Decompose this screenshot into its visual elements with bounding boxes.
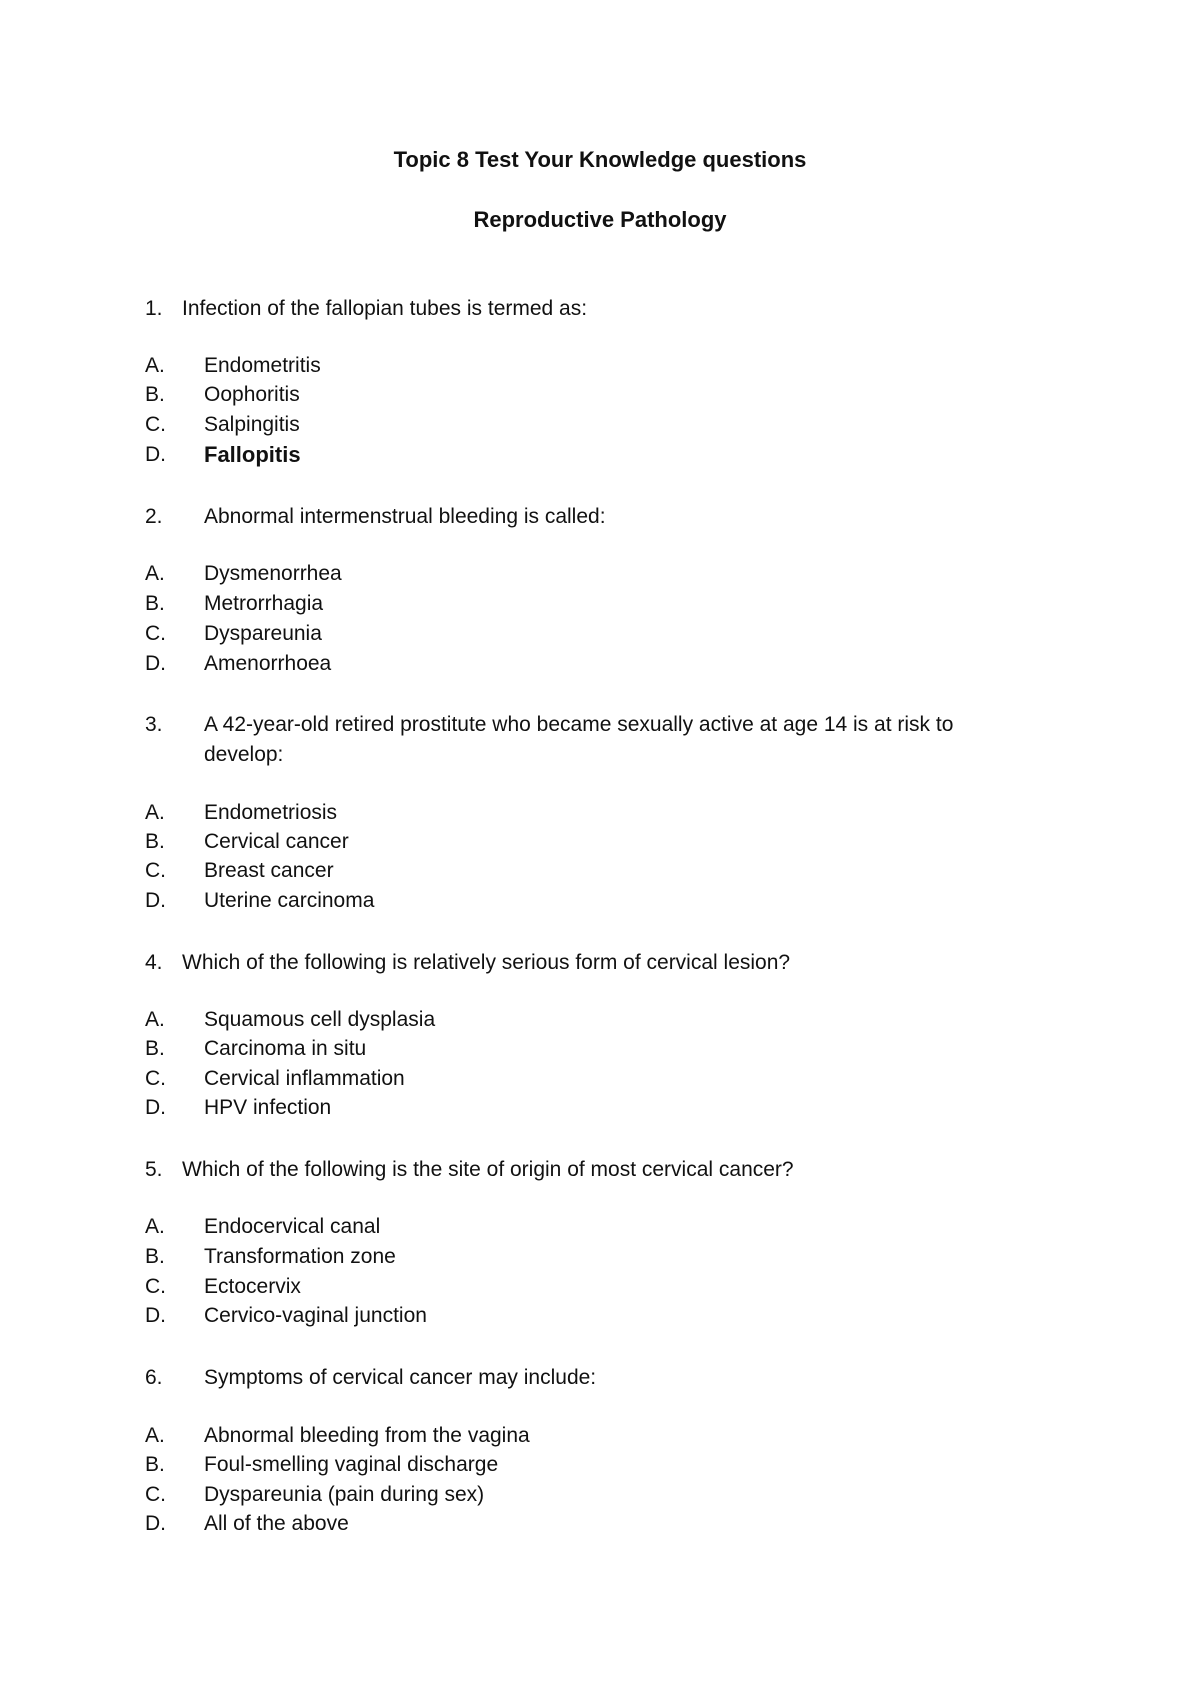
answer-option (145, 650, 1045, 678)
option-letter: D. (145, 1304, 166, 1327)
option-letter: A. (145, 1424, 165, 1447)
answer-option (145, 352, 1045, 380)
answer-option (145, 1006, 1045, 1034)
answer-option (145, 1065, 1045, 1093)
question-text: Symptoms of cervical cancer may include: (204, 1366, 597, 1389)
answer-option (145, 1422, 1045, 1450)
option-letter: A. (145, 801, 165, 824)
answer-option (145, 560, 1045, 588)
option-text: Carcinoma in situ (204, 1037, 367, 1060)
document-subtitle: Reproductive Pathology (473, 207, 727, 232)
option-letter: C. (145, 859, 166, 882)
option-text: Dysmenorrhea (204, 562, 342, 585)
option-letter: A. (145, 354, 165, 377)
option-letter: A. (145, 562, 165, 585)
question-text: Which of the following is the site of origin of most cervical cancer? (182, 1158, 794, 1181)
answer-option (145, 620, 1045, 648)
option-letter: C. (145, 1067, 166, 1090)
option-text: Amenorrhoea (204, 652, 332, 675)
option-text: Oophoritis (204, 383, 300, 406)
answer-option (145, 828, 1045, 856)
question-number: 3. (145, 713, 163, 736)
option-text: Ectocervix (204, 1275, 301, 1298)
option-text: HPV infection (204, 1096, 332, 1119)
option-text: Endometriosis (204, 801, 338, 824)
option-letter: A. (145, 1008, 165, 1031)
option-letter: B. (145, 383, 165, 406)
question-number: 4. (145, 951, 163, 974)
question-number: 5. (145, 1158, 163, 1181)
question-number: 6. (145, 1366, 163, 1389)
option-text: Cervico-vaginal junction (204, 1304, 427, 1327)
option-letter: C. (145, 622, 166, 645)
option-letter: B. (145, 830, 165, 853)
option-text: Cervical inflammation (204, 1067, 405, 1090)
answer-option (145, 590, 1045, 618)
option-text: Endocervical canal (204, 1215, 381, 1238)
option-text: Breast cancer (204, 859, 334, 882)
answer-option (145, 1035, 1045, 1063)
option-text: Dyspareunia (pain during sex) (204, 1483, 485, 1506)
option-text: Foul-smelling vaginal discharge (204, 1453, 499, 1476)
question-text-line-1: A 42-year-old retired prostitute who became sexually active at age 14 is at risk to (204, 713, 954, 736)
option-letter: B. (145, 1037, 165, 1060)
option-letter: B. (145, 592, 165, 615)
answer-option (145, 411, 1045, 439)
option-text: Salpingitis (204, 413, 300, 436)
option-text: Uterine carcinoma (204, 889, 375, 912)
answer-option (145, 1243, 1045, 1271)
question-number: 2. (145, 505, 163, 528)
answer-option (145, 887, 1045, 915)
answer-option (145, 1481, 1045, 1509)
option-letter: C. (145, 413, 166, 436)
document-title: Topic 8 Test Your Knowledge questions (393, 147, 807, 172)
option-text: Endometritis (204, 354, 321, 377)
option-letter: D. (145, 1096, 166, 1119)
answer-option (145, 441, 1045, 469)
option-letter: B. (145, 1453, 165, 1476)
question-text: Abnormal intermenstrual bleeding is called: (204, 505, 606, 528)
answer-option (145, 1451, 1045, 1479)
option-text: Squamous cell dysplasia (204, 1008, 436, 1031)
option-text: All of the above (204, 1512, 349, 1535)
answer-option (145, 1213, 1045, 1241)
answer-option (145, 1510, 1045, 1538)
answer-option (145, 1302, 1045, 1330)
question-text-line-2: develop: (204, 743, 284, 766)
question-3 (0, 710, 1200, 770)
option-letter: A. (145, 1215, 165, 1238)
option-letter: C. (145, 1483, 166, 1506)
answer-option (145, 1273, 1045, 1301)
option-text: Metrorrhagia (204, 592, 324, 615)
option-text: Dyspareunia (204, 622, 322, 645)
option-letter: D. (145, 889, 166, 912)
option-letter: C. (145, 1275, 166, 1298)
option-letter: D. (145, 1512, 166, 1535)
option-text: Cervical cancer (204, 830, 349, 853)
option-text: Transformation zone (204, 1245, 396, 1268)
option-letter: D. (145, 652, 166, 675)
option-text: Abnormal bleeding from the vagina (204, 1424, 530, 1447)
answer-option (145, 799, 1045, 827)
answer-option (145, 857, 1045, 885)
option-letter: B. (145, 1245, 165, 1268)
answer-option (145, 1094, 1045, 1122)
question-text: Which of the following is relatively serious form of cervical lesion? (182, 951, 791, 974)
question-text: Infection of the fallopian tubes is termed as: (182, 297, 588, 320)
answer-option (145, 381, 1045, 409)
option-text: Fallopitis (204, 442, 301, 467)
option-letter: D. (145, 443, 166, 466)
question-number: 1. (145, 297, 163, 320)
